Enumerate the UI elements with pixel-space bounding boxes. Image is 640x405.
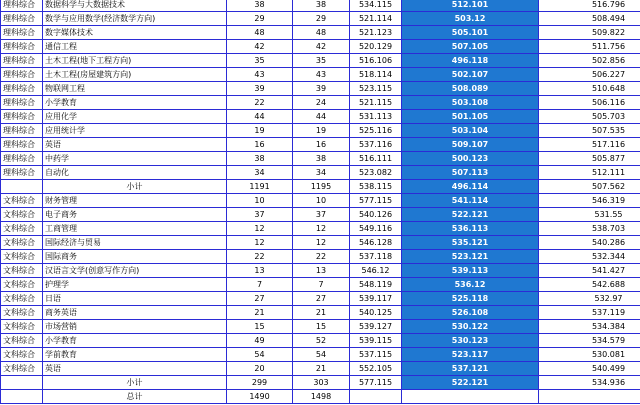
admit-count-cell: 35 (293, 54, 350, 68)
plan-count-cell: 34 (227, 166, 293, 180)
avg-score-cell: 508.494 (539, 12, 640, 26)
avg-score-cell: 541.427 (539, 264, 640, 278)
major-cell: 物联网工程 (43, 82, 227, 96)
table-row (1, 110, 640, 124)
min-score-cell: 500.123 (402, 152, 539, 166)
category-cell: 文科综合 (1, 278, 43, 292)
table-row (1, 152, 640, 166)
max-score-cell: 516.106 (350, 54, 402, 68)
max-score-cell: 577.115 (350, 376, 402, 390)
avg-score-cell: 542.688 (539, 278, 640, 292)
avg-score-cell: 511.756 (539, 40, 640, 54)
category-cell: 文科综合 (1, 292, 43, 306)
min-score-cell: 541.114 (402, 194, 539, 208)
min-score-cell: 537.121 (402, 362, 539, 376)
major-cell: 通信工程 (43, 40, 227, 54)
table-row (1, 334, 640, 348)
plan-count-cell: 48 (227, 26, 293, 40)
table-row (1, 166, 640, 180)
subtotal-row (1, 180, 640, 194)
table-row (1, 68, 640, 82)
avg-score-cell: 505.877 (539, 152, 640, 166)
category-cell: 理科综合 (1, 0, 43, 12)
major-cell: 电子商务 (43, 208, 227, 222)
admit-count-cell: 39 (293, 82, 350, 96)
category-cell: 理科综合 (1, 26, 43, 40)
major-cell: 英语 (43, 138, 227, 152)
plan-count-cell: 15 (227, 320, 293, 334)
category-cell: 文科综合 (1, 222, 43, 236)
admit-count-cell: 34 (293, 166, 350, 180)
major-cell: 数学与应用数学(经济数学方向) (43, 12, 227, 26)
avg-score-cell: 502.856 (539, 54, 640, 68)
plan-count-cell: 49 (227, 334, 293, 348)
table-row (1, 0, 640, 12)
max-score-cell: 523.115 (350, 82, 402, 96)
major-cell: 小学教育 (43, 334, 227, 348)
max-score-cell: 539.127 (350, 320, 402, 334)
plan-count-cell: 12 (227, 236, 293, 250)
major-cell: 英语 (43, 362, 227, 376)
table-row (1, 306, 640, 320)
major-cell: 学前教育 (43, 348, 227, 362)
plan-count-cell: 35 (227, 54, 293, 68)
min-score-cell: 536.12 (402, 278, 539, 292)
avg-score-cell: 505.703 (539, 110, 640, 124)
min-score-cell: 539.113 (402, 264, 539, 278)
table-row (1, 124, 640, 138)
table-row (1, 208, 640, 222)
table-row (1, 362, 640, 376)
max-score-cell: 546.12 (350, 264, 402, 278)
category-cell: 理科综合 (1, 152, 43, 166)
major-cell: 财务管理 (43, 194, 227, 208)
plan-count-cell: 19 (227, 124, 293, 138)
table-row (1, 96, 640, 110)
plan-count-cell: 38 (227, 0, 293, 12)
max-score-cell: 520.129 (350, 40, 402, 54)
plan-count-cell: 29 (227, 12, 293, 26)
category-cell: 理科综合 (1, 138, 43, 152)
plan-count-cell: 21 (227, 306, 293, 320)
plan-count-cell: 16 (227, 138, 293, 152)
avg-score-cell: 506.116 (539, 96, 640, 110)
avg-score-cell: 534.936 (539, 376, 640, 390)
max-score-cell: 549.116 (350, 222, 402, 236)
admit-count-cell: 43 (293, 68, 350, 82)
plan-count-cell: 37 (227, 208, 293, 222)
plan-count-cell: 10 (227, 194, 293, 208)
plan-count-cell: 54 (227, 348, 293, 362)
admit-count-cell: 38 (293, 152, 350, 166)
admit-count-cell: 52 (293, 334, 350, 348)
major-cell: 工商管理 (43, 222, 227, 236)
major-cell: 汉语言文学(创意写作方向) (43, 264, 227, 278)
min-score-cell: 502.107 (402, 68, 539, 82)
max-score-cell: 540.126 (350, 208, 402, 222)
major-cell: 总计 (43, 390, 227, 404)
min-score-cell: 501.105 (402, 110, 539, 124)
admit-count-cell: 1498 (293, 390, 350, 404)
admit-count-cell: 24 (293, 96, 350, 110)
min-score-cell: 507.113 (402, 166, 539, 180)
max-score-cell (350, 390, 402, 404)
plan-count-cell: 39 (227, 82, 293, 96)
admit-count-cell: 1195 (293, 180, 350, 194)
admit-count-cell: 13 (293, 264, 350, 278)
avg-score-cell (539, 390, 640, 404)
admit-count-cell: 10 (293, 194, 350, 208)
min-score-cell: 523.117 (402, 348, 539, 362)
min-score-cell: 507.105 (402, 40, 539, 54)
admit-count-cell: 38 (293, 0, 350, 12)
major-cell: 土木工程(房屋建筑方向) (43, 68, 227, 82)
avg-score-cell: 532.344 (539, 250, 640, 264)
min-score-cell: 522.121 (402, 376, 539, 390)
max-score-cell: 525.116 (350, 124, 402, 138)
category-cell: 文科综合 (1, 264, 43, 278)
max-score-cell: 539.117 (350, 292, 402, 306)
admit-count-cell: 21 (293, 362, 350, 376)
plan-count-cell: 1490 (227, 390, 293, 404)
category-cell: 理科综合 (1, 54, 43, 68)
avg-score-cell: 537.119 (539, 306, 640, 320)
min-score-cell: 522.121 (402, 208, 539, 222)
max-score-cell: 518.114 (350, 68, 402, 82)
admit-count-cell: 54 (293, 348, 350, 362)
avg-score-cell: 507.535 (539, 124, 640, 138)
table-row (1, 320, 640, 334)
table-row (1, 222, 640, 236)
category-cell: 理科综合 (1, 82, 43, 96)
admit-count-cell: 37 (293, 208, 350, 222)
min-score-cell: 523.121 (402, 250, 539, 264)
table-row (1, 194, 640, 208)
min-score-cell (402, 390, 539, 404)
avg-score-cell: 540.286 (539, 236, 640, 250)
major-cell: 国际经济与贸易 (43, 236, 227, 250)
admit-count-cell: 19 (293, 124, 350, 138)
min-score-cell: 503.108 (402, 96, 539, 110)
category-cell: 理科综合 (1, 40, 43, 54)
admit-count-cell: 29 (293, 12, 350, 26)
subtotal-row (1, 376, 640, 390)
category-cell: 文科综合 (1, 334, 43, 348)
min-score-cell: 496.114 (402, 180, 539, 194)
major-cell: 护理学 (43, 278, 227, 292)
max-score-cell: 516.111 (350, 152, 402, 166)
avg-score-cell: 509.822 (539, 26, 640, 40)
max-score-cell: 539.115 (350, 334, 402, 348)
category-cell: 理科综合 (1, 124, 43, 138)
avg-score-cell: 510.648 (539, 82, 640, 96)
table-row (1, 264, 640, 278)
category-cell: 理科综合 (1, 12, 43, 26)
plan-count-cell: 22 (227, 96, 293, 110)
major-cell: 中药学 (43, 152, 227, 166)
min-score-cell: 535.121 (402, 236, 539, 250)
plan-count-cell: 12 (227, 222, 293, 236)
avg-score-cell: 538.703 (539, 222, 640, 236)
min-score-cell: 503.12 (402, 12, 539, 26)
avg-score-cell: 512.111 (539, 166, 640, 180)
plan-count-cell: 38 (227, 152, 293, 166)
admit-count-cell: 12 (293, 236, 350, 250)
major-cell: 市场营销 (43, 320, 227, 334)
min-score-cell: 503.104 (402, 124, 539, 138)
avg-score-cell: 534.579 (539, 334, 640, 348)
table-row (1, 278, 640, 292)
min-score-cell: 509.107 (402, 138, 539, 152)
major-cell: 小计 (43, 180, 227, 194)
min-score-cell: 512.101 (402, 0, 539, 12)
min-score-cell: 526.108 (402, 306, 539, 320)
admit-count-cell: 22 (293, 250, 350, 264)
max-score-cell: 548.119 (350, 278, 402, 292)
avg-score-cell: 507.562 (539, 180, 640, 194)
category-cell: 理科综合 (1, 96, 43, 110)
admit-count-cell: 27 (293, 292, 350, 306)
table-row (1, 82, 640, 96)
major-cell: 商务英语 (43, 306, 227, 320)
admit-count-cell: 21 (293, 306, 350, 320)
major-cell: 数据科学与大数据技术 (43, 0, 227, 12)
major-cell: 数字媒体技术 (43, 26, 227, 40)
category-cell: 理科综合 (1, 68, 43, 82)
avg-score-cell: 532.97 (539, 292, 640, 306)
max-score-cell: 523.082 (350, 166, 402, 180)
major-cell: 日语 (43, 292, 227, 306)
category-cell (1, 376, 43, 390)
min-score-cell: 530.122 (402, 320, 539, 334)
avg-score-cell: 506.227 (539, 68, 640, 82)
min-score-cell: 525.118 (402, 292, 539, 306)
category-cell (1, 390, 43, 404)
plan-count-cell: 299 (227, 376, 293, 390)
category-cell: 文科综合 (1, 320, 43, 334)
table-row (1, 348, 640, 362)
category-cell: 文科综合 (1, 348, 43, 362)
min-score-cell: 496.118 (402, 54, 539, 68)
avg-score-cell: 546.319 (539, 194, 640, 208)
category-cell: 文科综合 (1, 194, 43, 208)
plan-count-cell: 7 (227, 278, 293, 292)
total-row (1, 390, 640, 404)
major-cell: 应用统计学 (43, 124, 227, 138)
category-cell: 理科综合 (1, 166, 43, 180)
max-score-cell: 521.115 (350, 96, 402, 110)
admit-count-cell: 12 (293, 222, 350, 236)
max-score-cell: 537.118 (350, 250, 402, 264)
max-score-cell: 534.115 (350, 0, 402, 12)
avg-score-cell: 534.384 (539, 320, 640, 334)
max-score-cell: 540.125 (350, 306, 402, 320)
table-row (1, 26, 640, 40)
admit-count-cell: 48 (293, 26, 350, 40)
min-score-cell: 508.089 (402, 82, 539, 96)
major-cell: 自动化 (43, 166, 227, 180)
admit-count-cell: 42 (293, 40, 350, 54)
plan-count-cell: 44 (227, 110, 293, 124)
admit-count-cell: 15 (293, 320, 350, 334)
max-score-cell: 538.115 (350, 180, 402, 194)
admit-count-cell: 303 (293, 376, 350, 390)
max-score-cell: 552.105 (350, 362, 402, 376)
avg-score-cell: 531.55 (539, 208, 640, 222)
table-row (1, 138, 640, 152)
max-score-cell: 537.115 (350, 348, 402, 362)
plan-count-cell: 42 (227, 40, 293, 54)
category-cell: 文科综合 (1, 236, 43, 250)
table-row (1, 54, 640, 68)
avg-score-cell: 540.499 (539, 362, 640, 376)
max-score-cell: 537.116 (350, 138, 402, 152)
category-cell: 文科综合 (1, 250, 43, 264)
plan-count-cell: 20 (227, 362, 293, 376)
max-score-cell: 521.114 (350, 12, 402, 26)
category-cell: 文科综合 (1, 208, 43, 222)
max-score-cell: 577.115 (350, 194, 402, 208)
avg-score-cell: 530.081 (539, 348, 640, 362)
min-score-cell: 536.113 (402, 222, 539, 236)
min-score-cell: 530.123 (402, 334, 539, 348)
plan-count-cell: 22 (227, 250, 293, 264)
major-cell: 应用化学 (43, 110, 227, 124)
avg-score-cell: 517.116 (539, 138, 640, 152)
admit-count-cell: 16 (293, 138, 350, 152)
admit-count-cell: 44 (293, 110, 350, 124)
category-cell: 文科综合 (1, 306, 43, 320)
avg-score-cell: 516.796 (539, 0, 640, 12)
major-cell: 土木工程(地下工程方向) (43, 54, 227, 68)
major-cell: 小学教育 (43, 96, 227, 110)
category-cell (1, 180, 43, 194)
max-score-cell: 521.123 (350, 26, 402, 40)
plan-count-cell: 1191 (227, 180, 293, 194)
table-row (1, 292, 640, 306)
major-cell: 国际商务 (43, 250, 227, 264)
plan-count-cell: 13 (227, 264, 293, 278)
table-row (1, 250, 640, 264)
min-score-cell: 505.101 (402, 26, 539, 40)
admit-count-cell: 7 (293, 278, 350, 292)
max-score-cell: 531.113 (350, 110, 402, 124)
table-row (1, 236, 640, 250)
table-row (1, 40, 640, 54)
category-cell: 文科综合 (1, 362, 43, 376)
max-score-cell: 546.128 (350, 236, 402, 250)
major-cell: 小计 (43, 376, 227, 390)
table-row (1, 12, 640, 26)
category-cell: 理科综合 (1, 110, 43, 124)
plan-count-cell: 27 (227, 292, 293, 306)
plan-count-cell: 43 (227, 68, 293, 82)
